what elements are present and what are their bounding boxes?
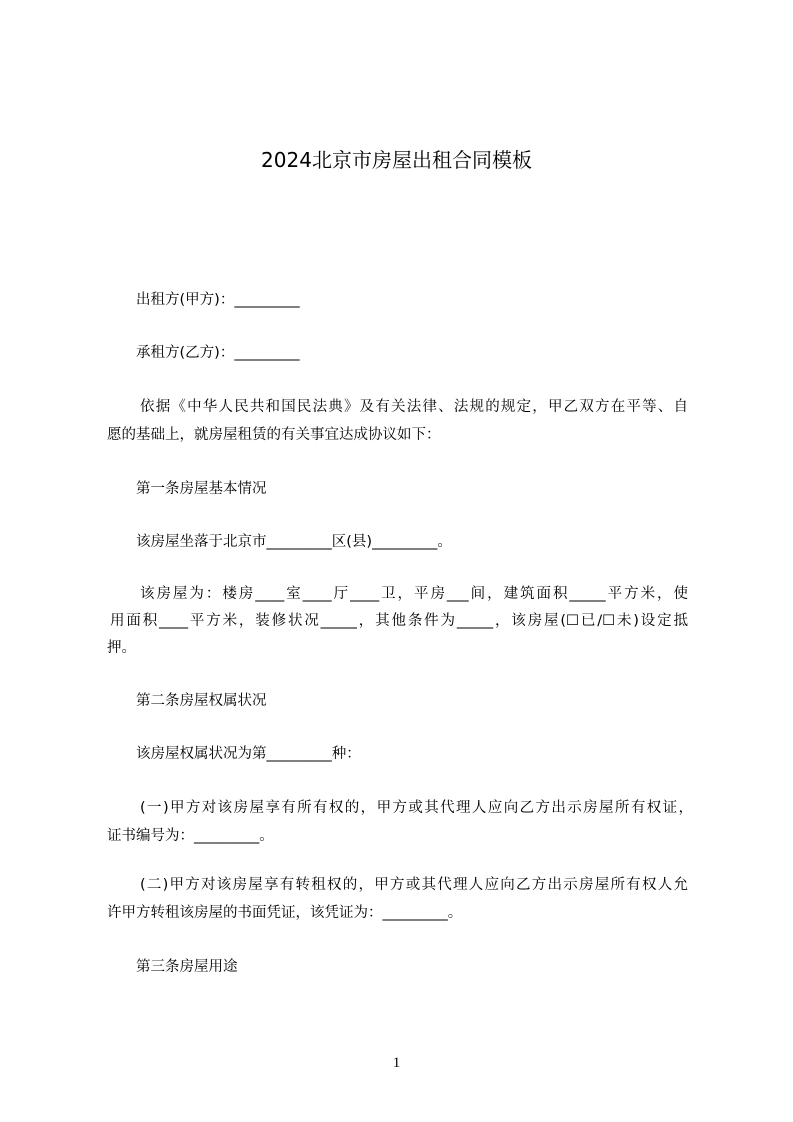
paragraph-line: 该房屋坐落于北京市_________区(县)_________。 [136, 534, 452, 550]
paragraph-line: (二)甲方对该房屋享有转租权的，甲方或其代理人应向乙方出示房屋所有权人允 [140, 877, 688, 893]
paragraph-line: 该房屋为：楼房____室____厅____卫，平房___间，建筑面积_____平方米，使 [140, 586, 688, 602]
paragraph-line: 该房屋权属状况为第_________种： [136, 746, 361, 762]
preamble-line: 愿的基础上，就房屋租赁的有关事宜达成协议如下： [107, 427, 441, 443]
paragraph-line: (一)甲方对该房屋享有所有权的，甲方或其代理人应向乙方出示房屋所有权证， [140, 800, 693, 816]
lessee-line: 承租方(乙方)：_________ [136, 345, 300, 361]
page-number: 1 [392, 1055, 401, 1071]
preamble-line: 依据《中华人民共和国民法典》及有关法律、法规的规定，甲乙双方在平等、自 [140, 399, 688, 415]
section-heading: 第一条房屋基本情况 [136, 481, 267, 497]
paragraph-line: 用面积____平方米，装修状况_____，其他条件为_____，该房屋(☐已/☐未)设定抵 [110, 613, 688, 629]
section-heading: 第二条房屋权属状况 [136, 693, 267, 709]
lessor-line: 出租方(甲方)：_________ [136, 292, 300, 308]
paragraph-line: 许甲方转租该房屋的书面凭证，该凭证为：_________。 [107, 905, 463, 921]
document-title: 2024北京市房屋出租合同模板 [261, 148, 532, 172]
section-heading: 第三条房屋用途 [136, 959, 238, 975]
paragraph-line: 证书编号为：_________。 [107, 828, 274, 844]
paragraph-line: 押。 [107, 640, 136, 656]
